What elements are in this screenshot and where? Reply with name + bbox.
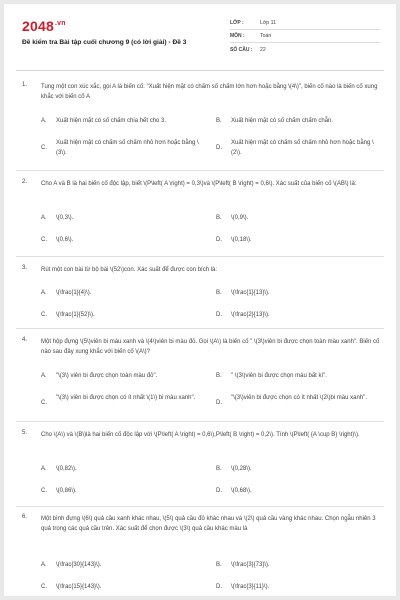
question-text: Cho \(A\) và \(B\)là hai biến cố độc lập với \(P\left( A \right) = 0,6\),P\left( B \right) = 0,2\). Tính \(P\left( {A \cup B} \right)\). (41, 432, 360, 438)
option-text: \(\frac{2}{13}\). (231, 312, 270, 318)
option-text: "\(3\)viên bi được chọn có ít nhất \(2\)bi màu xanh". (231, 395, 367, 401)
question-divider (16, 421, 384, 422)
option-letter: C. (41, 145, 47, 151)
option-text: \(\frac{15}{143}\). (56, 584, 102, 590)
info-row-class (230, 17, 380, 30)
option-letter: B. (216, 373, 222, 379)
option-letter: B. (216, 215, 222, 221)
option-text: " \(3\)viên bi được chọn màu bất kì". (231, 373, 327, 379)
option-letter: D. (216, 400, 222, 406)
question-number: 4. (22, 337, 28, 343)
option-text: \(0,68\). (231, 488, 252, 494)
option-text: \(0,9\). (231, 215, 249, 221)
info-table (230, 17, 380, 56)
option-letter: A. (41, 290, 47, 296)
option-letter: D. (216, 488, 222, 494)
question-text: Rút một con bài từ bộ bài \(52\)con. Xác suất để được con bích là: (41, 267, 218, 273)
option-text: \(\frac{1}{52}\). (56, 312, 95, 318)
info-label: LỚP : (230, 20, 244, 26)
option-text: \(\frac{1}{4}\). (56, 290, 92, 296)
option-text: "\(3\) viên bi được chọn có ít nhất \(1\) bi màu xanh". (56, 395, 196, 401)
question-divider (16, 170, 384, 171)
option-letter: A. (41, 118, 47, 124)
question-number: 6. (22, 514, 28, 520)
option-text: Xuất hiện mặt có số chấm chia hết cho 3. (56, 118, 167, 124)
option-letter: A. (41, 373, 47, 379)
question-divider (16, 328, 384, 329)
option-letter: B. (216, 466, 222, 472)
logo-suffix: .vn (54, 20, 66, 28)
question-text: Cho A và B là hai biến cố độc lập, biết \(P\left( A \right) = 0,3\)và \(P\left( B \right) = 0,6\). Xác suất của biến cố \(AB\) là: (41, 181, 357, 187)
site-logo[interactable] (22, 18, 66, 34)
option-letter: B. (216, 290, 222, 296)
option-letter: C. (41, 584, 47, 590)
option-text: \(\frac{3}{11}\). (231, 584, 270, 590)
info-label: MÔN : (230, 33, 245, 39)
question-text: Một hộp đựng \(5\)viên bi màu xanh và \(4\)viên bi màu đỏ. Gọi \(A\) là biến cố " \(3\)viên bi được chọn toàn màu xanh". Biến cố nào sau đây xung khắc với biến cố \(A\)? (41, 339, 380, 356)
option-letter: C. (41, 237, 47, 243)
option-text: Xuất hiện mặt có chấm số chấm nhỏ hơn hoặc bằng \(3\). (56, 140, 199, 156)
option-text: Xuất hiện mặt có số chấm chấm chẵn. (231, 118, 334, 124)
option-letter: A. (41, 562, 47, 568)
logo-text: 2048 (22, 18, 54, 34)
question-text: Một bình đựng \(6\) quả cầu xanh khác nhau, \(5\) quả cầu đỏ khác nhau và \(2\) quả cầu vàng khác nhau. Chọn ngẫu nhiên 3 quả trong các quả cầu trên. Xác suất để chọn được \(3\) quả cầu khác màu là (41, 516, 376, 533)
option-letter: B. (216, 118, 222, 124)
option-letter: B. (216, 562, 222, 568)
option-text: \(\frac{3}{73}\). (231, 562, 270, 568)
option-letter: C. (41, 488, 47, 494)
question-number: 2. (22, 179, 28, 185)
option-letter: C. (41, 400, 47, 406)
option-letter: C. (41, 312, 47, 318)
option-text: Xuất hiện mặt có chấm số chấm nhỏ hơn hoặc bằng \(2\). (231, 140, 374, 156)
question-number: 3. (22, 265, 28, 271)
option-letter: A. (41, 466, 47, 472)
info-value: Toán (260, 33, 272, 39)
info-value: Lớp 11 (260, 20, 276, 26)
page-title: Đề kiểm tra Bài tập cuối chương 9 (có lời giải) - Đề 3 (22, 39, 187, 46)
option-letter: D. (216, 237, 222, 243)
option-text: \(0,18\). (231, 237, 252, 243)
info-label: SỐ CÂU : (230, 46, 253, 53)
info-row-subject (230, 30, 380, 43)
option-text: \(\frac{30}{143}\). (56, 562, 102, 568)
question-number: 1. (22, 82, 28, 88)
option-text: \(0,28\). (231, 466, 252, 472)
question-divider (16, 256, 384, 257)
question-text: Tung một con xúc xắc, gọi A là biến cố: "Xuất hiện mặt có chấm số chấm lớn hơn hoặc bằng \(4\)", biến cố nào là biến cố xung khắc với biến cố A (41, 84, 378, 101)
option-letter: A. (41, 215, 47, 221)
option-text: \(0,6\). (56, 237, 74, 243)
option-text: \(0,86\). (56, 488, 77, 494)
question-number: 5. (22, 430, 28, 436)
info-row-count (230, 43, 380, 56)
option-letter: D. (216, 312, 222, 318)
worksheet-page (4, 4, 396, 596)
option-text: \(0,82\). (56, 466, 77, 472)
option-text: \(\frac{1}{13}\). (231, 290, 270, 296)
option-text: "\(3\) viên bi được chọn toàn màu đỏ". (56, 373, 158, 379)
info-value: 22 (260, 46, 266, 53)
option-letter: D. (216, 584, 222, 590)
header-divider (16, 70, 384, 71)
option-letter: D. (216, 145, 222, 151)
option-text: \(0,3\). (56, 215, 74, 221)
question-divider (16, 506, 384, 507)
